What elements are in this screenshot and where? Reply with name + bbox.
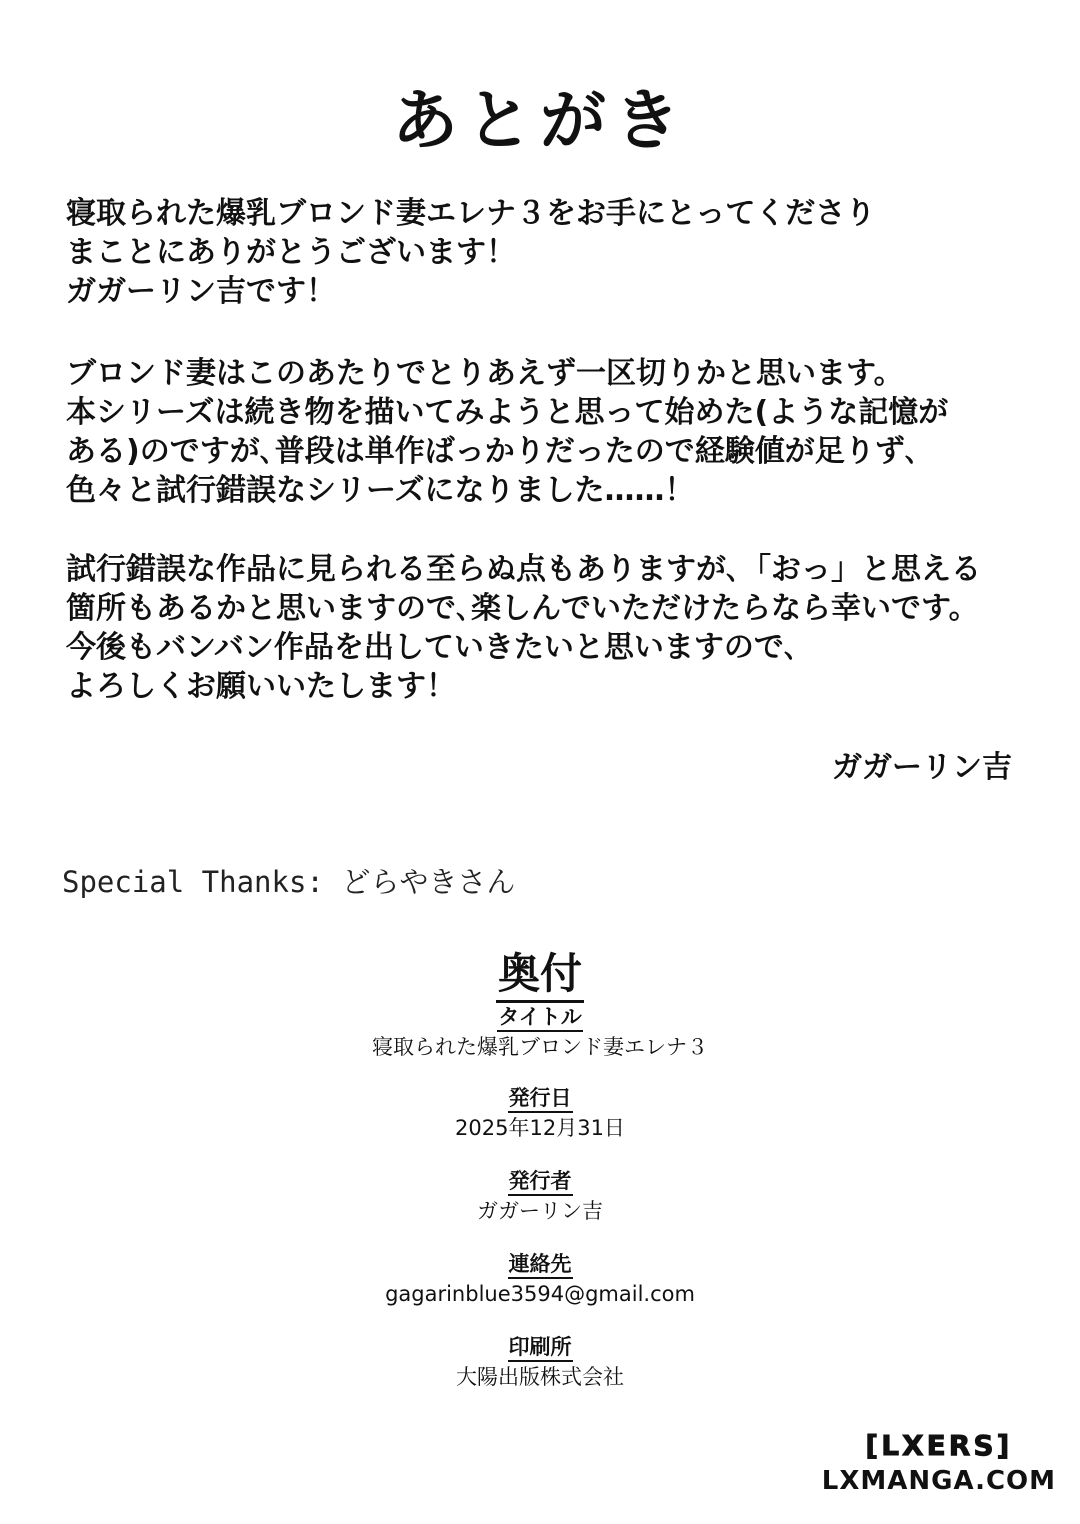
special-thanks-label: Special Thanks:	[62, 865, 324, 899]
colophon-label: 発行者	[508, 1169, 573, 1196]
colophon-value: 寝取られた爆乳ブロンド妻エレナ３	[372, 1035, 708, 1059]
colophon-section-contact	[0, 1252, 1080, 1309]
paragraph-line: 試行錯誤な作品に見られる至らぬ点もありますが､「おっ」と思える	[66, 552, 981, 587]
contact-email: gagarinblue3594@gmail.com	[385, 1282, 695, 1306]
colophon-section-printer	[0, 1335, 1080, 1392]
afterword-paragraph-1	[66, 194, 1026, 311]
author-signature: ガガーリン吉	[832, 750, 1012, 785]
colophon-title: 奥付	[496, 948, 584, 1003]
colophon-label: 印刷所	[508, 1335, 573, 1362]
colophon-value: ガガーリン吉	[477, 1199, 603, 1223]
watermark-site: LXMANGA.COM	[821, 1466, 1056, 1496]
paragraph-line: 箇所もあるかと思いますので､楽しんでいただけたらなら幸いです。	[66, 591, 979, 626]
special-thanks-name: どらやきさん	[341, 865, 516, 899]
watermark	[821, 1429, 1056, 1496]
special-thanks	[62, 864, 515, 900]
colophon-label: 発行日	[508, 1086, 573, 1113]
colophon-section-publisher	[0, 1169, 1080, 1226]
colophon	[0, 948, 1080, 1392]
paragraph-line: ブロンド妻はこのあたりでとりあえず一区切りかと思います。	[66, 356, 904, 391]
colophon-section-title	[0, 1005, 1080, 1062]
colophon-value: 大陽出版株式会社	[456, 1365, 624, 1389]
paragraph-line: 色々と試行錯誤なシリーズになりました……！	[66, 473, 695, 508]
colophon-label: 連絡先	[508, 1252, 573, 1279]
afterword-title: あとがき	[392, 82, 688, 159]
colophon-section-date	[0, 1086, 1080, 1143]
afterword-paragraph-3	[66, 550, 1026, 706]
colophon-value: 2025年12月31日	[455, 1116, 625, 1140]
paragraph-line: 今後もバンバン作品を出していきたいと思いますので､	[66, 630, 799, 665]
paragraph-line: ガガーリン吉です！	[66, 274, 336, 309]
colophon-label: タイトル	[497, 1005, 583, 1032]
afterword-paragraph-2	[66, 354, 1026, 510]
paragraph-line: よろしくお願いいたします！	[66, 669, 456, 704]
paragraph-line: まことにありがとうございます！	[66, 235, 516, 270]
watermark-brand: [LXERS]	[865, 1429, 1013, 1462]
paragraph-line: ある)のですが､普段は単作ばっかりだったので経験値が足りず､	[66, 434, 920, 469]
paragraph-line: 本シリーズは続き物を描いてみようと思って始めた(ような記憶が	[66, 395, 949, 430]
paragraph-line: 寝取られた爆乳ブロンド妻エレナ３をお手にとってくださり	[66, 196, 876, 231]
